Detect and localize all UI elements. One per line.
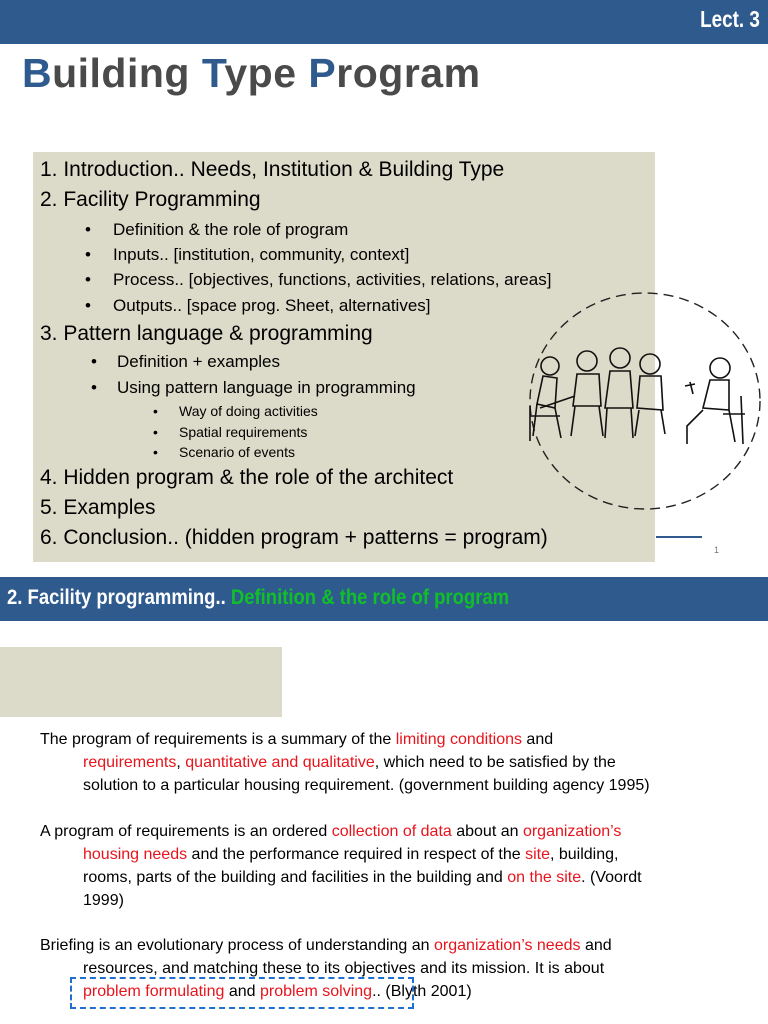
lecture-label: Lect. 3	[700, 6, 760, 32]
slide-divider-line	[656, 536, 702, 538]
outline-item-2: 2. Facility Programming	[40, 188, 261, 211]
outline-subsubitem: • Way of doing activities	[153, 403, 318, 419]
outline-subitem: • Definition + examples	[91, 352, 281, 371]
outline-item-5: 5. Examples	[40, 496, 156, 519]
outline-item-3: 3. Pattern language & programming	[40, 322, 373, 345]
outline-subitem: • Definition & the role of program	[85, 220, 349, 239]
highlight-dashed-box	[70, 977, 414, 1009]
outline-subitem: • Inputs.. [institution, community, context]	[85, 245, 410, 264]
top-header-bar	[0, 0, 768, 44]
outline-item-1: 1. Introduction.. Needs, Institution & Building Type	[40, 158, 505, 181]
people-circle-sketch	[515, 286, 765, 516]
page-title: Building Type Program	[22, 50, 481, 96]
section-header-title: 2. Facility programming.. Definition & the role of program	[7, 586, 510, 609]
outline-subitem: • Using pattern language in programming	[91, 378, 416, 397]
outline-subitem: • Outputs.. [space prog. Sheet, alternatives]	[85, 296, 431, 315]
outline-subsubitem: • Scenario of events	[153, 444, 295, 460]
outline-item-6: 6. Conclusion.. (hidden program + patterns = program)	[40, 526, 548, 549]
outline-item-4: 4. Hidden program & the role of the architect	[40, 466, 454, 489]
beige-placeholder-box	[0, 647, 282, 717]
definition-paragraph-3: Briefing is an evolutionary process of understanding an organization’s needs and resources, and matching these to its objectives and its mission. It is about problem formulating and problem solving.. (Blyth 2001)	[40, 937, 612, 1000]
outline-subitem: • Process.. [objectives, functions, activities, relations, areas]	[85, 270, 552, 289]
definition-paragraph-2: A program of requirements is an ordered collection of data about an organization’s housing needs and the performance required in respect of the site, building, rooms, parts of the building and facilities in the building and on the site. (Voordt 1999)	[40, 823, 642, 909]
definition-paragraph-1: The program of requirements is a summary of the limiting conditions and requirements, quantitative and qualitative, which need to be satisfied by the solution to a particular housing requirement. (government building agency 1995)	[40, 731, 650, 794]
outline-subsubitem: • Spatial requirements	[153, 424, 308, 440]
page-number: 1	[714, 545, 720, 555]
